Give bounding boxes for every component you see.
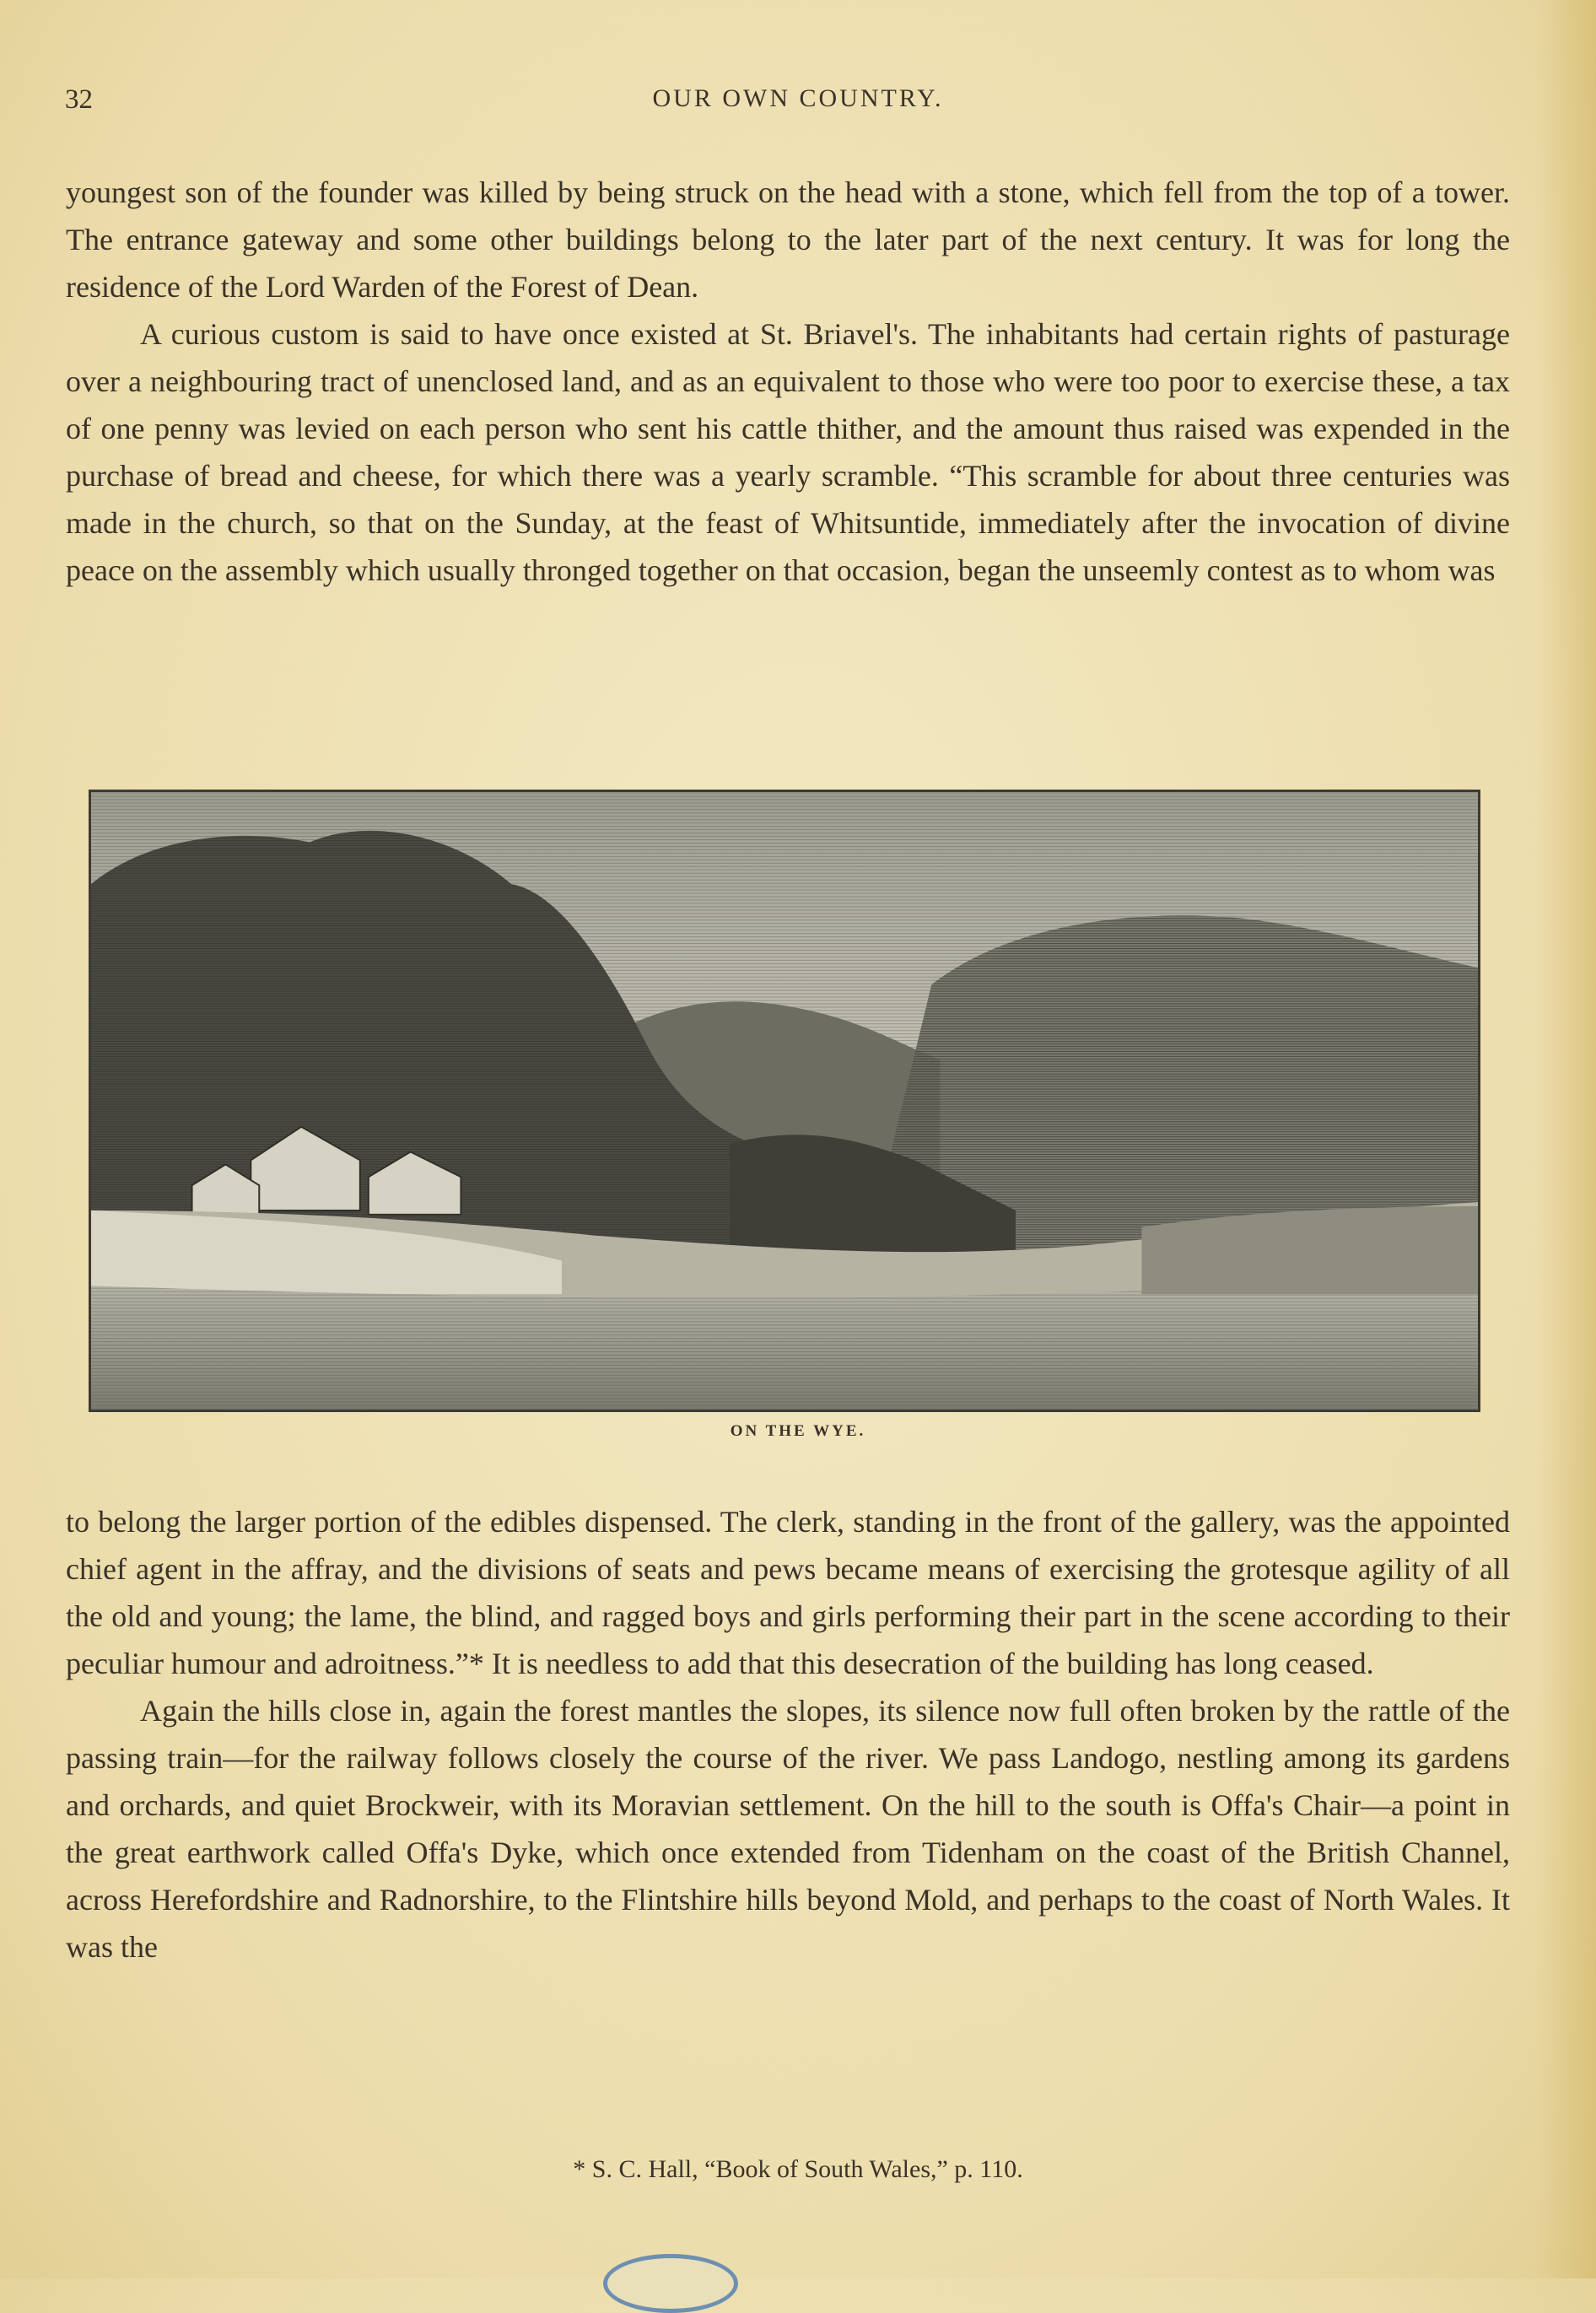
figure-caption: ON THE WYE.: [730, 1422, 866, 1440]
body-text-bottom: [66, 1498, 1510, 1971]
page-edge-shading: [1537, 0, 1596, 2278]
page-number: 32: [65, 84, 93, 115]
paragraph: youngest son of the founder was killed by being struck on the head with a stone, which fell from the top of a tower. The entrance gateway and some other buildings belong to the later part of the next century. It was for long the residence of the Lord Warden of the Forest of Dean.: [66, 175, 1510, 304]
page-header: [0, 84, 1596, 135]
paragraph: Again the hills close in, again the forest mantles the slopes, its silence now full often broken by the rattle of the passing train—for the railway follows closely the course of the river. We pass Landogo, nestling among its gardens and orchards, and quiet Brockweir, with its Moravian settlement. On the hill to the south is Offa's Chair—a point in the great earthwork called Offa's Dyke, which once extended from Tidenham on the coast of the British Channel, across Herefordshire and Radnorshire, to the Flintshire hills beyond Mold, and perhaps to the coast of North Wales. It was the: [66, 1694, 1510, 1964]
paragraph: to belong the larger portion of the edibles dispensed. The clerk, standing in the front of the gallery, was the appointed chief agent in the affray, and the divisions of seats and pews became means of exercising the grotesque agility of all the old and young; the lame, the blind, and ragged boys and girls performing their part in the scene according to their peculiar humour and adroitness.”* It is needless to add that this desecration of the building has long ceased.: [66, 1505, 1510, 1680]
illustration-on-the-wye: [89, 790, 1480, 1412]
body-text-top: [66, 169, 1510, 594]
footnote: * S. C. Hall, “Book of South Wales,” p. 110.: [573, 2155, 1023, 2183]
engraving-landscape: [91, 792, 1478, 1410]
running-title: OUR OWN COUNTRY.: [652, 84, 944, 112]
library-stamp-edge: [603, 2254, 738, 2313]
paragraph: A curious custom is said to have once existed at St. Briavel's. The inhabitants had certain rights of pasturage over a neighbouring tract of unenclosed land, and as an equivalent to those who were too poor to exercise these, a tax of one penny was levied on each person who sent his cattle thither, and the amount thus raised was expended in the purchase of bread and cheese, for which there was a yearly scramble. “This scramble for about three centuries was made in the church, so that on the Sunday, at the feast of Whitsuntide, immediately after the invocation of divine peace on the assembly which usually thronged together on that occasion, began the unseemly contest as to whom was: [66, 317, 1510, 587]
